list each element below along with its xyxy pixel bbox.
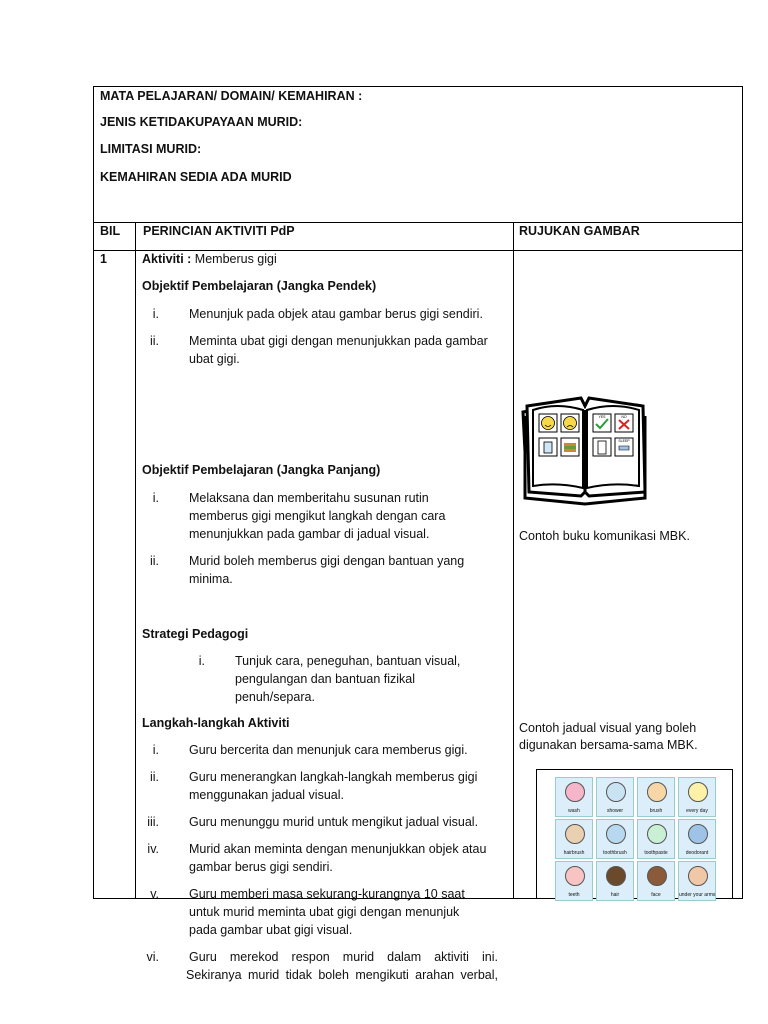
- list-item-number: iii.: [147, 815, 159, 829]
- list-item-text: Murid akan meminta dengan menunjukkan objek atau: [189, 842, 487, 856]
- schedule-symbol-card: [555, 819, 593, 859]
- schedule-symbol-picture: [606, 824, 626, 844]
- schedule-symbol-picture: [565, 782, 585, 802]
- activity-label: Aktiviti :: [142, 252, 192, 266]
- schedule-symbol-card: [596, 777, 634, 817]
- schedule-symbol-card: [637, 861, 675, 901]
- list-item-number: vi.: [146, 950, 159, 964]
- svg-text:NO: NO: [621, 415, 627, 419]
- list-item-text: Guru menunggu murid untuk mengikut jadual visual.: [189, 815, 479, 829]
- schedule-symbol-card: [555, 777, 593, 817]
- subject-label: MATA PELAJARAN/ DOMAIN/ KEMAHIRAN :: [100, 89, 363, 103]
- long-objective-title: Objektif Pembelajaran (Jangka Panjang): [142, 463, 381, 477]
- list-item-text: menunjukkan pada gambar di jadual visual.: [189, 527, 430, 541]
- schedule-symbol-label: hairbrush: [563, 850, 585, 856]
- list-item-text: Murid boleh memberus gigi dengan bantuan yang: [189, 554, 465, 568]
- list-item-number: i.: [198, 654, 205, 668]
- schedule-symbol-picture: [565, 824, 585, 844]
- activity-value: Memberus gigi: [191, 252, 277, 266]
- communication-book-image: [517, 388, 655, 508]
- schedule-symbol-label: wash: [568, 808, 580, 814]
- list-item-number: i.: [152, 743, 159, 757]
- list-item-text: untuk murid meminta ubat gigi dengan menunjuk: [189, 905, 460, 919]
- disability-label: JENIS KETIDAKUPAYAAN MURID:: [100, 115, 303, 129]
- column-image-reference: RUJUKAN GAMBAR: [519, 224, 640, 238]
- schedule-symbol-card: [596, 819, 634, 859]
- schedule-symbol-picture: [606, 782, 626, 802]
- schedule-symbol-label: deodorant: [685, 850, 709, 856]
- list-item-text: Guru memberi masa sekurang-kurangnya 10 saat: [189, 887, 465, 901]
- list-item-number: i.: [152, 307, 159, 321]
- list-item-text: gambar berus gigi sendiri.: [189, 860, 333, 874]
- schedule-symbol-label: toothbrush: [603, 850, 627, 856]
- list-item-text: pada gambar ubat gigi visual.: [189, 923, 353, 937]
- schedule-symbol-card: [637, 777, 675, 817]
- lesson-plan-sheet: [93, 86, 743, 982]
- schedule-symbol-picture: [647, 782, 667, 802]
- book-caption: Contoh buku komunikasi MBK.: [519, 529, 690, 543]
- list-item-number: ii.: [149, 770, 159, 784]
- list-item-text: ubat gigi.: [189, 352, 240, 366]
- schedule-symbol-label: hair: [610, 892, 620, 898]
- list-item-text: Melaksana dan memberitahu susunan rutin: [189, 491, 429, 505]
- existing-skills-label: KEMAHIRAN SEDIA ADA MURID: [100, 170, 292, 184]
- list-item-text: memberus gigi mengikut langkah dengan cara: [189, 509, 446, 523]
- steps-title: Langkah-langkah Aktiviti: [142, 716, 290, 730]
- list-item-text: minima.: [189, 572, 233, 586]
- row-number: 1: [100, 252, 107, 266]
- column-activity-details: PERINCIAN AKTIVITI PdP: [143, 224, 295, 238]
- list-item-text: Menunjuk pada objek atau gambar berus gigi sendiri.: [189, 307, 483, 321]
- list-item-text: penuh/separa.: [235, 690, 315, 704]
- list-item-number: ii.: [149, 554, 159, 568]
- schedule-caption-line: digunakan bersama-sama MBK.: [519, 738, 698, 752]
- schedule-symbol-picture: [647, 866, 667, 886]
- schedule-symbol-label: face: [651, 892, 661, 898]
- schedule-symbol-picture: [688, 866, 708, 886]
- open-book-icon: [517, 388, 655, 508]
- list-item-text: Meminta ubat gigi dengan menunjukkan pada gambar: [189, 334, 488, 348]
- visual-schedule-frame: [536, 769, 733, 899]
- schedule-symbol-label: shower: [606, 808, 624, 814]
- list-item-text: Tunjuk cara, peneguhan, bantuan visual,: [235, 654, 461, 668]
- divider-ref: [513, 222, 514, 899]
- schedule-symbol-card: [678, 819, 716, 859]
- schedule-symbol-picture: [688, 782, 708, 802]
- activity-line: [142, 251, 277, 268]
- short-objective-title: Objektif Pembelajaran (Jangka Pendek): [142, 279, 377, 293]
- list-item-number: ii.: [149, 334, 159, 348]
- svg-text:SLEEP: SLEEP: [618, 439, 630, 443]
- list-item-text: Sekiranya murid tidak boleh mengikuti arahan verbal,: [186, 968, 498, 982]
- schedule-symbol-label: toothpaste: [644, 850, 668, 856]
- schedule-caption: [519, 720, 729, 754]
- schedule-symbol-card: [678, 861, 716, 901]
- list-item-text: pengulangan dan bantuan fizikal: [235, 672, 416, 686]
- schedule-symbol-card: [637, 819, 675, 859]
- schedule-symbol-picture: [565, 866, 585, 886]
- list-item-text: Guru bercerita dan menunjuk cara memberus gigi.: [189, 743, 468, 757]
- list-item-text: Guru menerangkan langkah-langkah memberus gigi: [189, 770, 478, 784]
- strategy-title: Strategi Pedagogi: [142, 627, 249, 641]
- schedule-symbol-card: [596, 861, 634, 901]
- schedule-symbol-picture: [647, 824, 667, 844]
- schedule-symbol-label: brush: [649, 808, 663, 814]
- schedule-symbol-label: every day: [686, 808, 708, 814]
- schedule-caption-line: Contoh jadual visual yang boleh: [519, 721, 697, 735]
- limitation-label: LIMITASI MURID:: [100, 142, 202, 156]
- schedule-symbol-label: under your arms: [679, 892, 716, 898]
- column-bil: BIL: [100, 224, 121, 238]
- schedule-symbol-label: teeth: [568, 892, 580, 898]
- schedule-symbol-picture: [606, 866, 626, 886]
- list-item-number: i.: [152, 491, 159, 505]
- schedule-symbol-card: [555, 861, 593, 901]
- list-item-number: v.: [150, 887, 159, 901]
- activity-cell: [136, 251, 512, 982]
- schedule-symbol-picture: [688, 824, 708, 844]
- schedule-symbol-card: [678, 777, 716, 817]
- svg-text:YES: YES: [598, 415, 606, 419]
- list-item-text: menggunakan jadual visual.: [189, 788, 344, 802]
- list-item-number: iv.: [147, 842, 159, 856]
- list-item-text: Guru merekod respon murid dalam aktiviti ini.: [189, 950, 498, 964]
